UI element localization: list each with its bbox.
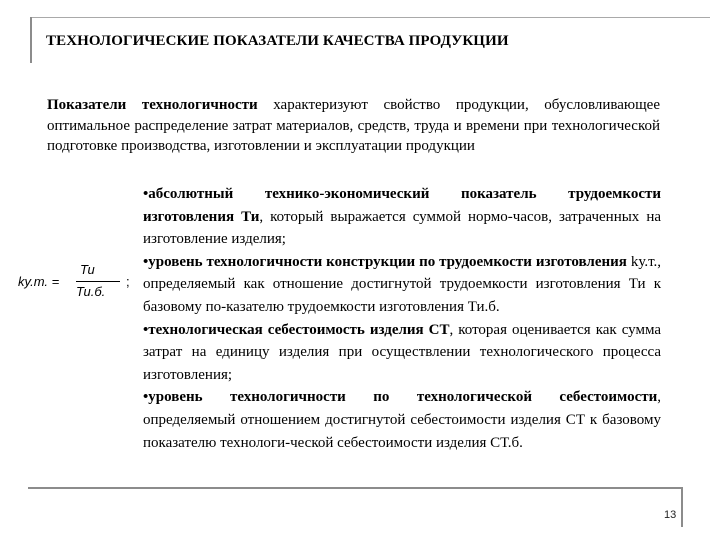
bullet-text: , определяемый отношением достигнутой себестоимости изделия СТ к базовому показателю технологи-ческой себестоимости изделия СТ.б. [143, 389, 661, 451]
bullet-item [143, 319, 661, 387]
intro-paragraph [47, 95, 660, 157]
bullet-bold: •абсолютный технико-экономический показатель трудоемкости изготовления Ти [143, 186, 661, 225]
formula-suffix: ; [126, 274, 130, 289]
bullet-bold: •уровень технологичности по технологической себестоимости [143, 389, 658, 406]
bullet-list [143, 183, 661, 454]
bullet-text: , который выражается суммой нормо-часов, затраченных на изготовление изделия; [143, 208, 661, 248]
formula-numerator: Ти [80, 262, 95, 277]
bullet-item [143, 183, 661, 251]
bullet-item [143, 386, 661, 454]
formula [18, 258, 128, 306]
bullet-text: kу.т., определяемый как отношение достигнутой трудоемкости изготовления Ти к базовому по-казателю трудоемкости изготовления Ти.б. [143, 253, 661, 315]
frame-top-line [30, 17, 710, 18]
intro-text: характеризуют свойство продукции, обусловливающее оптимальное распределение затрат материалов, средств, труда и времени при технологической подготовке производства, изготовлении и эксплуатации продукции [47, 97, 660, 154]
page-number: 13 [664, 509, 677, 521]
frame-right-line [681, 487, 683, 527]
slide-title: ТЕХНОЛОГИЧЕСКИЕ ПОКАЗАТЕЛИ КАЧЕСТВА ПРОДУКЦИИ [46, 33, 509, 49]
formula-fraction-bar [76, 281, 120, 282]
intro-term: Показатели технологичности [47, 97, 258, 113]
frame-left-line [30, 17, 32, 63]
bullet-bold: •уровень технологичности конструкции по трудоемкости изготовления [143, 253, 627, 270]
formula-denominator: Ти.б. [76, 284, 106, 299]
bullet-item [143, 251, 661, 319]
bullet-bold: •технологическая себестоимость изделия СТ [143, 321, 450, 338]
bullet-text: , которая оценивается как сумма затрат на единицу изделия при осуществлении технологического процесса изготовления; [143, 321, 661, 383]
formula-lhs: kу.т. = [18, 274, 60, 289]
frame-bottom-line [28, 487, 683, 489]
